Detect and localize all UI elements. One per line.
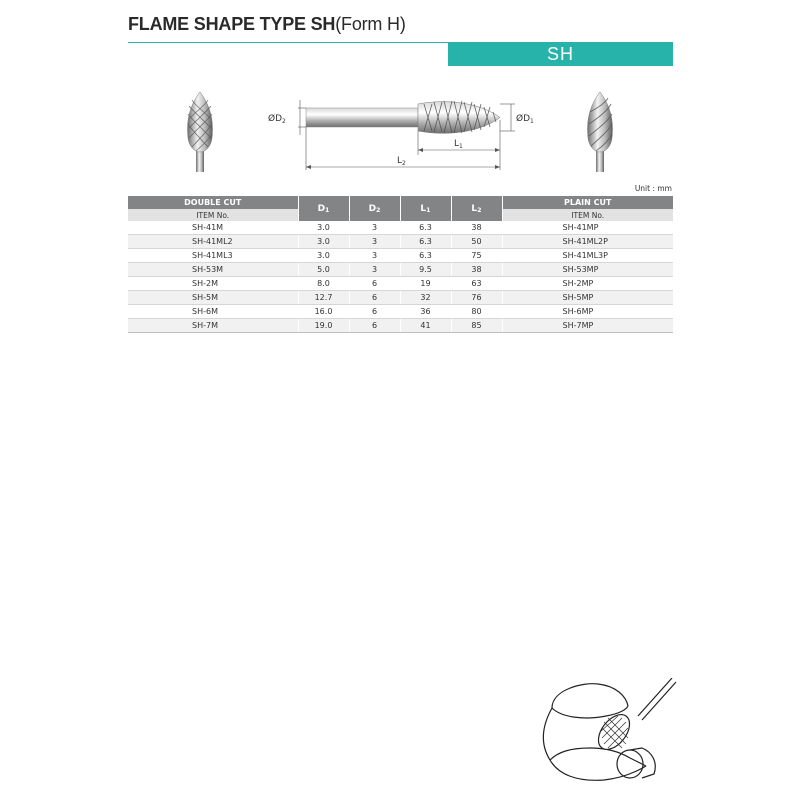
burr-side-view <box>306 101 500 133</box>
l1-value: 19 <box>400 277 451 291</box>
l1-value: 6.3 <box>400 235 451 249</box>
double-cut-code: SH-6M <box>128 305 298 319</box>
d1-value: 5.0 <box>298 263 349 277</box>
l2-value: 50 <box>451 235 502 249</box>
header-plain-cut: PLAIN CUT <box>502 196 673 209</box>
table-row <box>128 305 673 319</box>
l1-value: 36 <box>400 305 451 319</box>
l2-value: 38 <box>451 221 502 235</box>
label-d2: $ØD_2$ <box>268 114 286 125</box>
title-main: FLAME SHAPE TYPE SH <box>128 14 336 34</box>
unit-label: Unit : mm <box>634 184 672 193</box>
plain-cut-code: SH-41ML3P <box>502 249 673 263</box>
header-d1: $D_1$ <box>298 196 349 221</box>
l2-value: 80 <box>451 305 502 319</box>
l2-value: 76 <box>451 291 502 305</box>
d2-value: 3 <box>349 263 400 277</box>
label-l1: $L_1$ <box>454 139 463 150</box>
table-row <box>128 277 673 291</box>
double-cut-code: SH-53M <box>128 263 298 277</box>
spec-table <box>128 196 673 333</box>
title-form: (Form H) <box>335 14 406 34</box>
plain-cut-code: SH-7MP <box>502 319 673 333</box>
label-l2: $L_2$ <box>397 156 406 167</box>
d2-value: 6 <box>349 305 400 319</box>
l1-value: 6.3 <box>400 221 451 235</box>
l1-value: 9.5 <box>400 263 451 277</box>
l1-value: 6.3 <box>400 249 451 263</box>
d2-value: 6 <box>349 319 400 333</box>
d1-value: 3.0 <box>298 249 349 263</box>
product-diagram <box>0 0 800 190</box>
table-row <box>128 235 673 249</box>
table-row <box>128 221 673 235</box>
header-item-no-right: ITEM No. <box>502 209 673 221</box>
d1-value: 3.0 <box>298 221 349 235</box>
d2-value: 3 <box>349 221 400 235</box>
table-row <box>128 291 673 305</box>
l2-value: 75 <box>451 249 502 263</box>
double-cut-code: SH-2M <box>128 277 298 291</box>
header-item-no-left: ITEM No. <box>128 209 298 221</box>
burr-front-view-right <box>588 92 613 172</box>
double-cut-code: SH-7M <box>128 319 298 333</box>
header-d2: $D_2$ <box>349 196 400 221</box>
double-cut-code: SH-41M <box>128 221 298 235</box>
d2-value: 6 <box>349 277 400 291</box>
d2-value: 3 <box>349 235 400 249</box>
l1-value: 32 <box>400 291 451 305</box>
header-l1: $L_1$ <box>400 196 451 221</box>
l2-value: 38 <box>451 263 502 277</box>
d2-value: 3 <box>349 249 400 263</box>
usage-illustration <box>530 678 680 793</box>
d1-value: 8.0 <box>298 277 349 291</box>
label-d1: $ØD_1$ <box>516 114 534 125</box>
plain-cut-code: SH-6MP <box>502 305 673 319</box>
d1-value: 3.0 <box>298 235 349 249</box>
table-row <box>128 249 673 263</box>
header-double-cut: DOUBLE CUT <box>128 196 298 209</box>
plain-cut-code: SH-53MP <box>502 263 673 277</box>
l1-value: 41 <box>400 319 451 333</box>
type-badge: SH <box>448 42 673 66</box>
double-cut-code: SH-5M <box>128 291 298 305</box>
table-row <box>128 319 673 333</box>
double-cut-code: SH-41ML3 <box>128 249 298 263</box>
l2-value: 85 <box>451 319 502 333</box>
plain-cut-code: SH-2MP <box>502 277 673 291</box>
double-cut-code: SH-41ML2 <box>128 235 298 249</box>
plain-cut-code: SH-41ML2P <box>502 235 673 249</box>
d1-value: 16.0 <box>298 305 349 319</box>
header-l2: $L_2$ <box>451 196 502 221</box>
l2-value: 63 <box>451 277 502 291</box>
d2-value: 6 <box>349 291 400 305</box>
burr-front-view-left <box>188 92 213 172</box>
d1-value: 19.0 <box>298 319 349 333</box>
plain-cut-code: SH-5MP <box>502 291 673 305</box>
plain-cut-code: SH-41MP <box>502 221 673 235</box>
table-row <box>128 263 673 277</box>
d1-value: 12.7 <box>298 291 349 305</box>
